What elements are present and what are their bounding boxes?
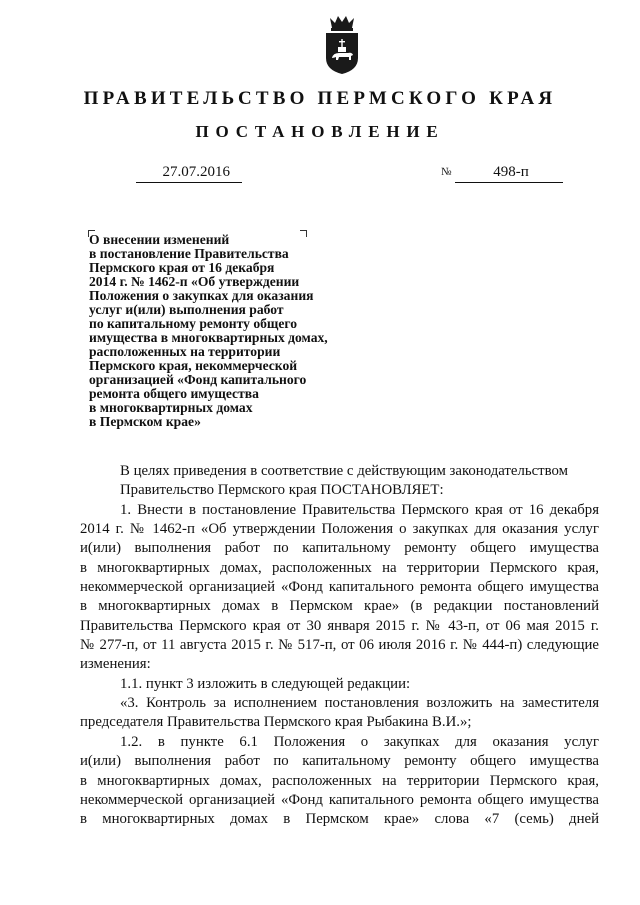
document-number: 498-п bbox=[455, 162, 563, 183]
body-line: «3. Контроль за исполнением постановления возложить на заместителя bbox=[120, 695, 599, 712]
body-line: в многоквартирных домах в Пермском крае» (в редакции постановлений bbox=[80, 598, 599, 615]
body-line: Правительство Пермского края ПОСТАНОВЛЯЕТ: bbox=[120, 482, 444, 499]
subject-line: в постановление Правительства bbox=[89, 246, 289, 261]
subject-line: Пермского края от 16 декабря bbox=[89, 260, 275, 275]
body-line: некоммерческой организацией «Фонд капитального ремонта общего имущества bbox=[80, 791, 599, 808]
body-line: председателя Правительства Пермского края Рыбакина В.И.»; bbox=[80, 714, 472, 731]
body-line: изменения: bbox=[80, 656, 151, 673]
body-line: и(или) выполнения работ по капитальному ремонту общего имущества bbox=[80, 540, 599, 557]
subject-line: ремонта общего имущества bbox=[89, 386, 259, 401]
subject-line: по капитальному ремонту общего bbox=[89, 316, 298, 331]
body-line: в многоквартирных домах в Пермском крае» слова «7 (семь) дней bbox=[80, 811, 599, 828]
body-line: некоммерческой организацией «Фонд капитального ремонта общего имущества bbox=[80, 579, 599, 596]
body-line: и(или) выполнения работ по капитальному ремонту общего имущества bbox=[80, 753, 599, 770]
body-line: в многоквартирных домах, расположенных на территории Пермского края, bbox=[80, 559, 599, 576]
document-body bbox=[80, 462, 599, 830]
government-title: ПРАВИТЕЛЬСТВО ПЕРМСКОГО КРАЯ bbox=[83, 88, 557, 109]
crown-shape bbox=[330, 16, 354, 28]
body-line: Правительства Пермского края от 30 января 2015 г. № 43-п, от 06 мая 2015 г. bbox=[80, 617, 599, 634]
subject-line: 2014 г. № 1462-п «Об утверждении bbox=[89, 274, 300, 289]
subject-line: Пермского края, некоммерческой bbox=[89, 358, 298, 373]
body-line: В целях приведения в соответствие с действующим законодательством bbox=[120, 463, 568, 479]
subject-line: Положения о закупках для оказания bbox=[89, 288, 314, 303]
coat-of-arms-icon bbox=[323, 14, 361, 76]
subject-line: организацией «Фонд капитального bbox=[89, 372, 307, 387]
subject-line: расположенных на территории bbox=[89, 344, 281, 359]
subject-line: О внесении изменений bbox=[89, 232, 230, 247]
subject-line: услуг и(или) выполнения работ bbox=[89, 302, 284, 317]
body-line: в многоквартирных домах, расположенных на территории Пермского края, bbox=[80, 772, 599, 789]
subject-line: в Пермском крае» bbox=[89, 414, 201, 429]
body-line: 1.2. в пункте 6.1 Положения о закупках для оказания услуг bbox=[120, 733, 599, 750]
number-label: № bbox=[441, 166, 452, 178]
body-line: 1.1. пункт 3 изложить в следующей редакции: bbox=[120, 675, 411, 692]
body-line: № 277-п, от 11 августа 2015 г. № 517-п, от 06 июля 2016 г. № 444-п) следующие bbox=[80, 637, 599, 654]
document-date: 27.07.2016 bbox=[136, 162, 242, 183]
subject-line: в многоквартирных домах bbox=[89, 400, 253, 415]
body-line: 2014 г. № 1462-п «Об утверждении Положения о закупках для оказания услуг bbox=[80, 521, 599, 538]
document-subject bbox=[89, 233, 359, 429]
document-type: ПОСТАНОВЛЕНИЕ bbox=[195, 122, 445, 141]
body-line: 1. Внести в постановление Правительства Пермского края от 16 декабря bbox=[120, 501, 599, 518]
subject-line: имущества в многоквартирных домах, bbox=[89, 330, 328, 345]
